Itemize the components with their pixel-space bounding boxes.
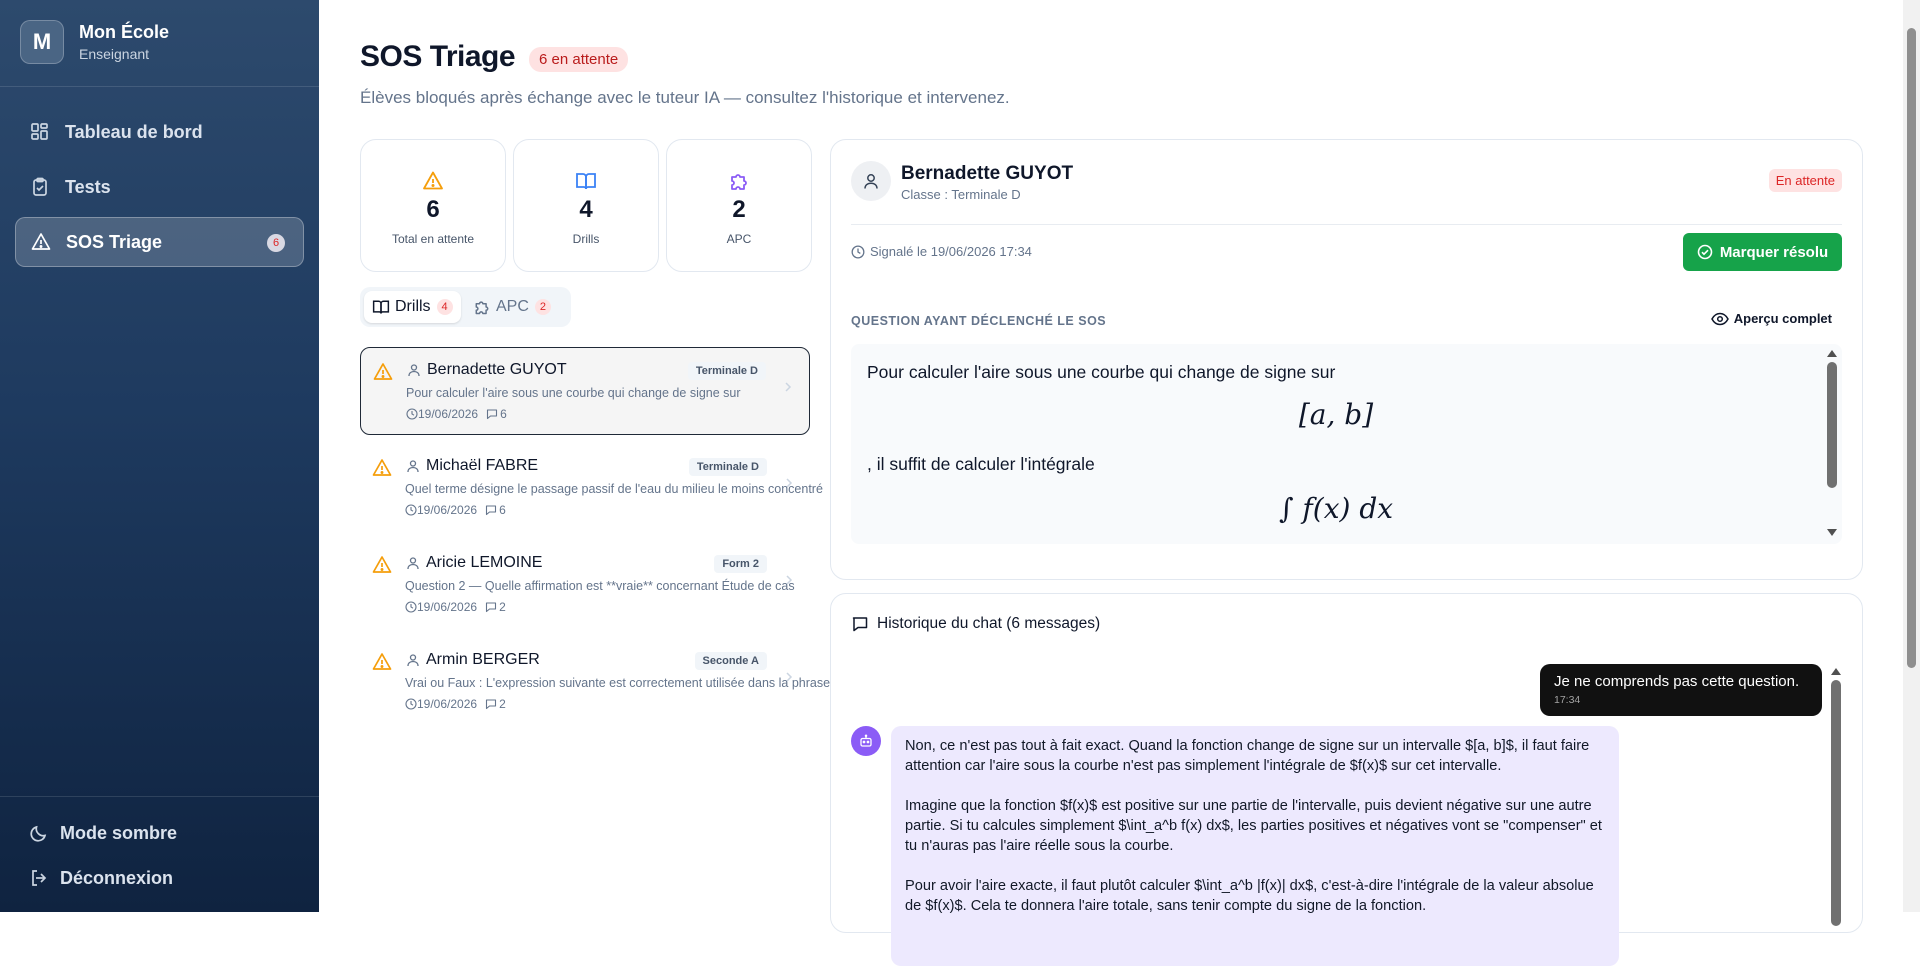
item-message-count: 2	[499, 697, 506, 711]
check-circle-icon	[1697, 244, 1713, 260]
bot-avatar	[851, 726, 881, 756]
tutor-message	[891, 726, 1619, 966]
chevron-right-icon	[783, 380, 793, 399]
warning-icon	[373, 362, 393, 387]
student-name: Michaël FABRE	[426, 457, 539, 474]
tab-label: APC	[496, 298, 529, 315]
page-title: SOS Triage	[360, 40, 516, 73]
stat-card-drills	[513, 139, 659, 272]
item-meta	[405, 600, 506, 614]
category-tabs	[360, 287, 571, 327]
mark-resolved-button[interactable]	[1683, 233, 1842, 271]
warning-icon	[422, 170, 444, 192]
item-message-count: 2	[499, 600, 506, 614]
warning-icon	[30, 231, 52, 253]
sos-count-badge: 6	[267, 234, 285, 252]
student-name: Bernadette GUYOT	[427, 361, 567, 378]
stat-card-total	[360, 139, 506, 272]
class-tag: Terminale D	[688, 362, 766, 380]
sidebar-item-sos-triage[interactable]	[15, 217, 304, 267]
dark-mode-label: Mode sombre	[60, 822, 178, 843]
scroll-up-arrow	[1830, 666, 1842, 676]
sidebar-item-label: SOS Triage	[66, 231, 163, 252]
sos-list-item[interactable]	[360, 638, 831, 726]
divider	[851, 224, 1842, 225]
chevron-right-icon	[784, 476, 794, 495]
warning-icon	[372, 555, 392, 580]
message-time: 17:34	[1554, 694, 1581, 706]
class-tag: Seconde A	[695, 652, 767, 670]
class-tag: Form 2	[714, 555, 767, 573]
user-icon	[406, 653, 420, 672]
stat-value: 6	[426, 196, 440, 223]
chevron-right-icon	[784, 573, 794, 592]
chat-history-header	[851, 615, 1100, 633]
question-math-integral	[851, 492, 1821, 525]
question-snippet: Quel terme désigne le passage passif de l'eau du milieu le moins concentré	[405, 482, 823, 496]
scroll-down-arrow	[1826, 528, 1838, 538]
pending-count-badge: 6 en attente	[529, 47, 628, 72]
flagged-label: Signalé le 19/06/2026 17:34	[870, 244, 1032, 259]
user-icon	[406, 556, 420, 575]
item-meta	[405, 697, 506, 711]
question-scrollbar[interactable]	[1826, 348, 1838, 540]
item-message-count: 6	[500, 407, 507, 421]
stat-value: 4	[579, 196, 593, 223]
student-class: Classe : Terminale D	[901, 187, 1021, 202]
stat-label: APC	[726, 232, 752, 246]
tab-count-badge: 2	[535, 299, 551, 315]
question-content	[851, 344, 1842, 544]
brand-logo: M	[20, 20, 64, 64]
tab-apc[interactable]	[465, 291, 559, 323]
question-snippet: Question 2 — Quelle affirmation est **vraie** concernant Étude de cas	[405, 579, 795, 593]
clock-icon	[405, 698, 417, 710]
question-snippet: Vrai ou Faux : L'expression suivante est correctement utilisée dans la phrase	[405, 676, 831, 690]
status-badge: En attente	[1769, 169, 1842, 192]
scroll-up-arrow	[1826, 348, 1838, 358]
clock-icon	[405, 504, 417, 516]
stat-label: Drills	[572, 232, 600, 246]
bot-icon	[859, 734, 873, 748]
item-date: 19/06/2026	[417, 503, 478, 517]
flagged-timestamp	[851, 244, 1032, 259]
clock-icon	[851, 245, 865, 259]
item-message-count: 6	[499, 503, 506, 517]
avatar	[851, 161, 891, 201]
main-content	[319, 0, 1901, 912]
sidebar-item-tests[interactable]	[15, 162, 304, 212]
stat-card-apc	[666, 139, 812, 272]
warning-icon	[372, 458, 392, 483]
sos-list-item[interactable]	[360, 541, 810, 629]
page-subtitle: Élèves bloqués après échange avec le tuteur IA — consultez l'historique et intervenez.	[360, 88, 1010, 107]
book-icon	[372, 298, 390, 316]
sidebar	[0, 0, 319, 912]
eye-icon	[1711, 312, 1729, 326]
message-icon	[485, 601, 497, 613]
message-paragraph: Non, ce n'est pas tout à fait exact. Quand la fonction change de signe sur un intervalle $[a, b]$, il faut faire attention car l'aire sous la courbe n'est pas simplement l'intégrale de $f(x)$ sur cet intervalle.	[905, 738, 1590, 774]
sos-detail-card	[830, 139, 1863, 580]
tab-label: Drills	[395, 298, 431, 315]
clock-icon	[405, 601, 417, 613]
book-icon	[575, 170, 597, 192]
chat-history-card	[830, 593, 1863, 933]
message-icon	[486, 408, 498, 420]
puzzle-icon	[728, 170, 750, 192]
item-meta	[405, 503, 506, 517]
chevron-right-icon	[784, 670, 794, 689]
stat-value: 2	[732, 196, 746, 223]
question-section-title: QUESTION AYANT DÉCLENCHÉ LE SOS	[851, 314, 1107, 328]
item-date: 19/06/2026	[418, 407, 479, 421]
sos-list-item[interactable]	[360, 347, 810, 435]
logout-label: Déconnexion	[60, 867, 174, 888]
clipboard-icon	[29, 176, 51, 198]
sidebar-item-dashboard[interactable]	[15, 107, 304, 157]
message-square-icon	[851, 615, 869, 633]
message-text: Je ne comprends pas cette question.	[1554, 673, 1800, 690]
puzzle-icon	[473, 298, 491, 316]
user-icon	[406, 459, 420, 478]
chat-history-title: Historique du chat (6 messages)	[877, 615, 1101, 632]
message-paragraph: Pour avoir l'aire exacte, il faut plutôt calculer $\int_a^b |f(x)| dx$, c'est-à-dire l'intégrale de la valeur absolue de $f(x)$. Cela te donnera l'aire totale, sans tenir compte du signe de la fonction.	[905, 878, 1594, 914]
clock-icon	[406, 408, 418, 420]
dark-mode-toggle[interactable]	[28, 822, 177, 844]
tab-drills[interactable]	[364, 291, 461, 323]
item-date: 19/06/2026	[417, 600, 478, 614]
warning-icon	[372, 652, 392, 677]
question-text: Pour calculer l'aire sous une courbe qui change de signe sur	[867, 362, 1336, 382]
logout-icon	[28, 867, 50, 889]
page-scroll-thumb[interactable]	[1907, 28, 1916, 668]
sidebar-item-label: Tests	[65, 176, 111, 197]
sidebar-divider	[0, 86, 319, 87]
brand-role: Enseignant	[79, 46, 150, 62]
page-scrollbar[interactable]	[1903, 0, 1920, 912]
button-label: Marquer résolu	[1719, 243, 1829, 261]
class-tag: Terminale D	[689, 458, 767, 476]
user-icon	[407, 363, 421, 382]
student-name: Bernadette GUYOT	[901, 163, 1074, 184]
full-preview-button[interactable]	[1711, 311, 1832, 326]
scroll-thumb[interactable]	[1827, 362, 1837, 488]
user-icon	[862, 172, 880, 190]
sidebar-divider	[0, 796, 319, 797]
question-snippet: Pour calculer l'aire sous une courbe qui change de signe sur	[406, 386, 741, 400]
logout-button[interactable]	[28, 867, 173, 889]
stat-label: Total en attente	[391, 232, 475, 246]
message-icon	[485, 698, 497, 710]
tab-count-badge: 4	[437, 299, 453, 315]
message-icon	[485, 504, 497, 516]
student-name: Armin BERGER	[426, 651, 540, 668]
item-meta	[406, 407, 507, 421]
brand-name: Mon École	[79, 22, 170, 42]
sidebar-item-label: Tableau de bord	[65, 121, 203, 142]
question-text: , il suffit de calculer l'intégrale	[867, 454, 1095, 474]
moon-icon	[28, 822, 50, 844]
dashboard-icon	[29, 121, 51, 143]
item-date: 19/06/2026	[417, 697, 478, 711]
question-math: [a, b]	[1298, 398, 1374, 431]
scroll-thumb[interactable]	[1831, 680, 1841, 926]
integral-expression: ∫ f(x) dx	[1278, 492, 1394, 525]
message-paragraph: Imagine que la fonction $f(x)$ est positive sur une partie de l'intervalle, puis devient négative sur une autre partie. Si tu calcules simplement $\int_a^b f(x) dx$, les parties positives et négatives vont se "compenser" et tu n'auras pas l'aire réelle sous la courbe.	[905, 798, 1602, 854]
user-message	[1540, 664, 1822, 716]
brand	[20, 20, 169, 64]
student-name: Aricie LEMOINE	[426, 554, 543, 571]
chat-scrollbar[interactable]	[1830, 666, 1842, 926]
sos-list-item[interactable]	[360, 444, 823, 532]
button-label: Aperçu complet	[1733, 311, 1832, 326]
